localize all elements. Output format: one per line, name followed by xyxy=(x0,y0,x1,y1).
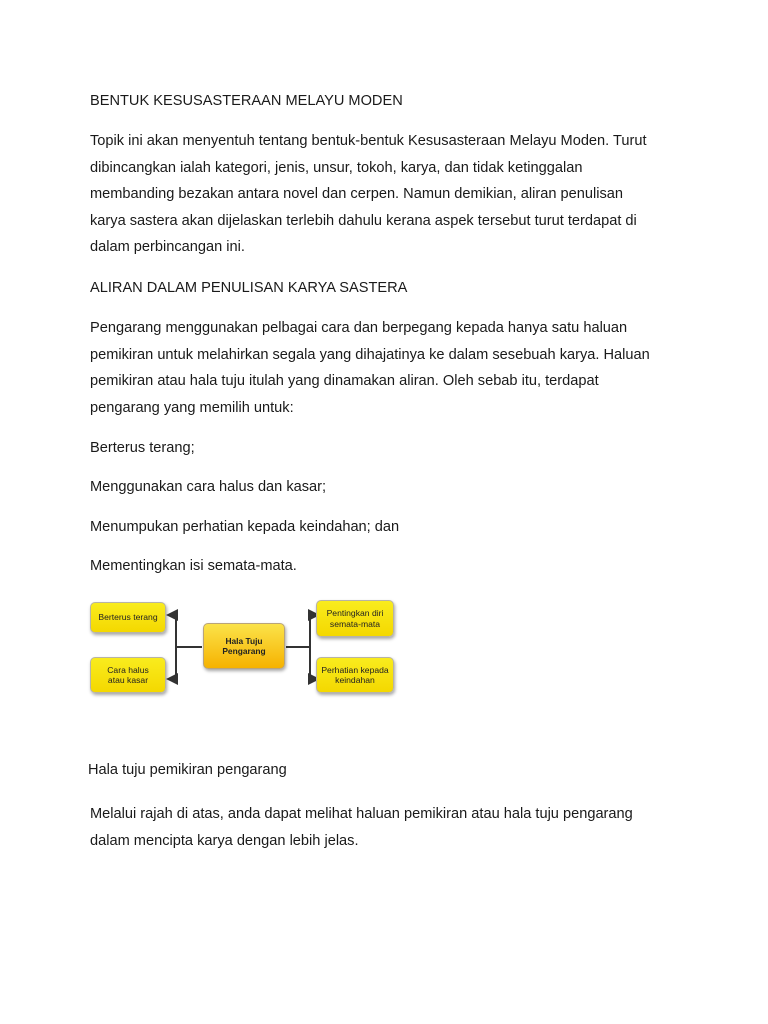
paragraph-line: pemikiran atau hala tuju itulah yang dinamakan aliran. Oleh sebab itu, terdapat xyxy=(90,373,599,389)
list-item: Berterus terang; xyxy=(90,440,195,456)
paragraph-aliran xyxy=(90,315,690,421)
paragraph-line: Topik ini akan menyentuh tentang bentuk-bentuk Kesusasteraan Melayu Moden. Turut xyxy=(90,133,647,149)
paragraph-line: pemikiran untuk melahirkan segala yang dihajatinya ke dalam sesebuah karya. Haluan xyxy=(90,346,650,363)
paragraph-line: dalam mencipta karya dengan lebih jelas. xyxy=(90,832,359,849)
list-item: Menumpukan perhatian kepada keindahan; dan xyxy=(90,519,400,535)
box-label: atau kasar xyxy=(107,675,149,685)
box-label: Perhatian kepada xyxy=(321,664,389,675)
heading-aliran: ALIRAN DALAM PENULISAN KARYA SASTERA xyxy=(90,280,408,296)
box-label: Pentingkan diri xyxy=(326,608,384,618)
list-item: Menggunakan cara halus dan kasar; xyxy=(90,479,327,495)
box-pentingkan-diri xyxy=(316,600,394,637)
paragraph-line: pengarang yang memilih untuk: xyxy=(90,399,294,416)
paragraph-conclusion xyxy=(90,801,690,854)
paragraph-line: membanding bezakan antara novel dan cerpen. Namun demikian, aliran penulisan xyxy=(90,186,624,202)
list-item: Mementingkan isi semata-mata. xyxy=(90,558,297,574)
hala-tuju-diagram xyxy=(88,597,398,697)
box-label: Hala Tuju xyxy=(225,635,263,646)
paragraph-intro xyxy=(90,128,690,261)
box-label: Cara halus xyxy=(107,664,149,675)
paragraph-line: Pengarang menggunakan pelbagai cara dan berpegang kepada hanya satu haluan xyxy=(90,320,628,336)
paragraph-line: Melalui rajah di atas, anda dapat melihat haluan pemikiran atau hala tuju pengarang xyxy=(90,806,633,822)
box-perhatian-kepada-keindahan xyxy=(316,657,394,693)
box-hala-tuju-pengarang xyxy=(203,623,285,669)
paragraph-line: dalam perbincangan ini. xyxy=(90,239,245,255)
box-cara-halus xyxy=(90,657,166,693)
arrow-left-bottom xyxy=(168,676,176,679)
box-berterus-terang xyxy=(90,602,166,633)
paragraph-line: karya sastera akan dijelaskan terlebih dahulu kerana aspek tersebut turut terdapat di xyxy=(90,212,637,229)
box-label: Berterus terang xyxy=(98,612,158,623)
box-label: keindahan xyxy=(335,675,375,685)
diagram-caption: Hala tuju pemikiran pengarang xyxy=(88,762,287,778)
box-label: Pengarang xyxy=(222,646,266,656)
arrow-left-top xyxy=(168,615,176,618)
heading-bentuk-kesusasteraan: BENTUK KESUSASTERAAN MELAYU MODEN xyxy=(90,93,403,109)
box-label: semata-mata xyxy=(329,618,381,629)
paragraph-line: dibincangkan ialah kategori, jenis, unsur, tokoh, karya, dan tidak ketinggalan xyxy=(90,159,583,176)
